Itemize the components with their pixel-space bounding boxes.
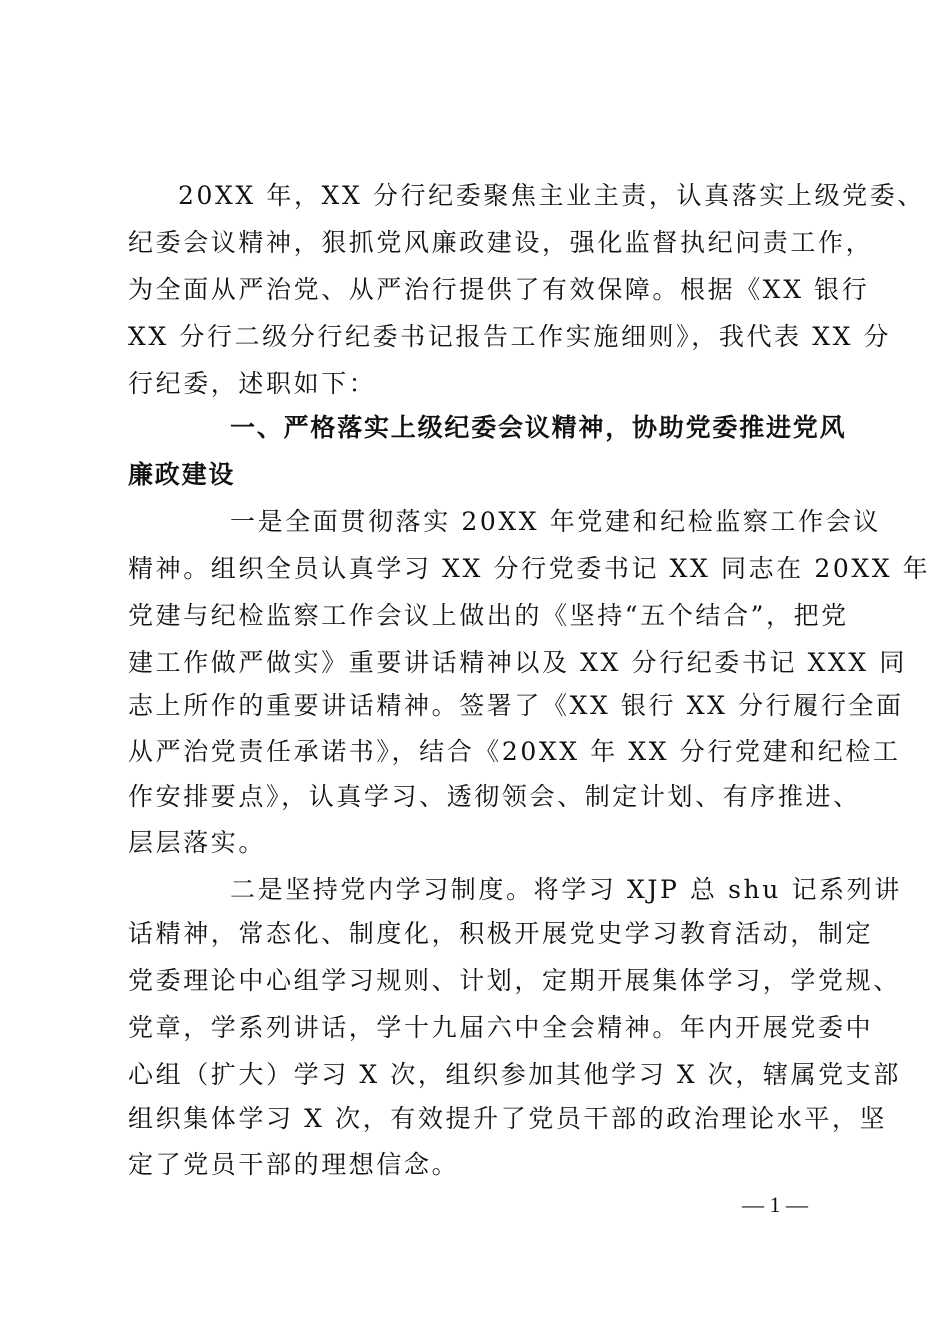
paragraph-3-line-7: 定了党员干部的理想信念。: [128, 1150, 460, 1179]
paragraph-3-line-4: 党章，学系列讲话，学十九届六中全会精神。年内开展党委中: [128, 1013, 874, 1042]
paragraph-1-line-5: 行纪委，述职如下：: [128, 369, 377, 398]
paragraph-2-line-6: 从严治党责任承诺书》，结合《20XX 年 XX 分行党建和纪检工: [128, 737, 901, 766]
paragraph-2-line-3: 党建与纪检监察工作会议上做出的《坚持“五个结合”，把党: [128, 601, 849, 630]
section-heading-1-line-1: 一、严格落实上级纪委会议精神，协助党委推进党风: [230, 413, 847, 442]
paragraph-2-line-4: 建工作做严做实》重要讲话精神以及 XX 分行纪委书记 XXX 同: [128, 648, 907, 677]
paragraph-3-line-2: 话精神，常态化、制度化，积极开展党史学习教育活动，制定: [128, 919, 874, 948]
paragraph-1-line-4: XX 分行二级分行纪委书记报告工作实施细则》，我代表 XX 分: [128, 322, 892, 351]
paragraph-1-line-1: 20XX 年，XX 分行纪委聚焦主业主责，认真落实上级党委、: [178, 181, 925, 210]
paragraph-2-line-2: 精神。组织全员认真学习 XX 分行党委书记 XX 同志在 20XX 年: [128, 554, 931, 583]
paragraph-2-line-1: 一是全面贯彻落实 20XX 年党建和纪检监察工作会议: [230, 507, 881, 536]
paragraph-3-line-5: 心组（扩大）学习 X 次，组织参加其他学习 X 次，辖属党支部: [128, 1060, 901, 1089]
paragraph-3-line-1: 二是坚持党内学习制度。将学习 XJP 总 shu 记系列讲: [230, 875, 902, 904]
section-heading-1-line-2: 廉政建设: [128, 460, 236, 489]
paragraph-2-line-8: 层层落实。: [128, 828, 267, 857]
paragraph-1-line-2: 纪委会议精神，狠抓党风廉政建设，强化监督执纪问责工作，: [128, 228, 874, 257]
paragraph-3-line-6: 组织集体学习 X 次，有效提升了党员干部的政治理论水平，坚: [128, 1104, 888, 1133]
paragraph-3-line-3: 党委理论中心组学习规则、计划，定期开展集体学习，学党规、: [128, 966, 901, 995]
page-number: — 1 —: [742, 1192, 808, 1217]
paragraph-2-line-7: 作安排要点》，认真学习、透彻领会、制定计划、有序推进、: [128, 782, 861, 811]
paragraph-2-line-5: 志上所作的重要讲话精神。签署了《XX 银行 XX 分行履行全面: [128, 691, 904, 720]
paragraph-1-line-3: 为全面从严治党、从严治行提供了有效保障。根据《XX 银行: [128, 275, 870, 304]
